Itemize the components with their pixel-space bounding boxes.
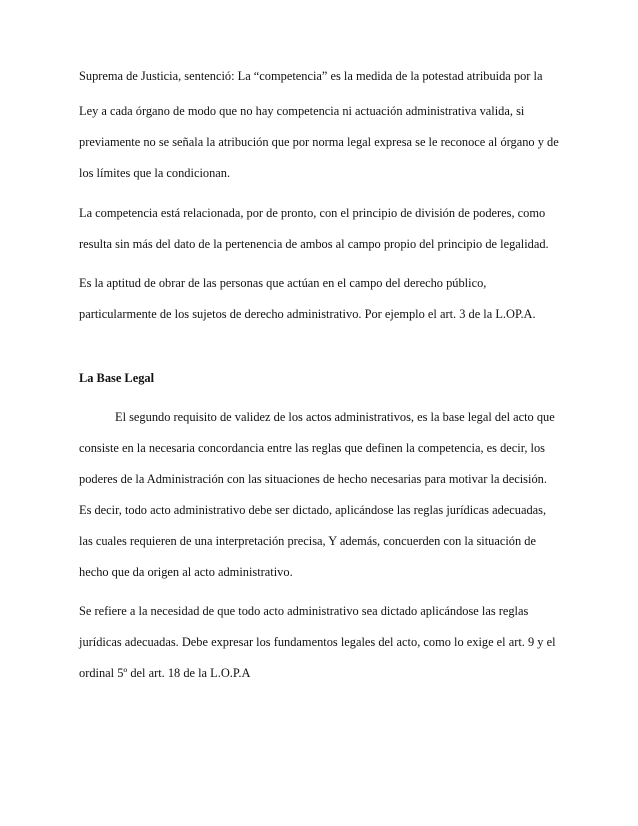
paragraph-1-line-4: los límites que la condicionan. [79, 166, 231, 180]
paragraph-4-line-5: las cuales requieren de una interpretación precisa, Y además, concuerden con la situación de [79, 534, 536, 548]
paragraph-5-line-2: jurídicas adecuadas. Debe expresar los fundamentos legales del acto, como lo exige el art. 9 y el [79, 635, 556, 649]
paragraph-1-line-1: Suprema de Justicia, sentenció: La “competencia” es la medida de la potestad atribuida por la [79, 69, 543, 83]
paragraph-5-line-3: ordinal 5º del art. 18 de la L.O.P.A [79, 666, 251, 680]
paragraph-4-line-3: poderes de la Administración con las situaciones de hecho necesarias para motivar la decisión. [79, 472, 547, 486]
paragraph-4-line-1: El segundo requisito de validez de los actos administrativos, es la base legal del acto que [115, 410, 555, 424]
paragraph-2-line-2: resulta sin más del dato de la pertenencia de ambos al campo propio del principio de legalidad. [79, 237, 549, 251]
paragraph-2-line-1: La competencia está relacionada, por de pronto, con el principio de división de poderes, como [79, 206, 546, 220]
paragraph-3-line-2: particularmente de los sujetos de derecho administrativo. Por ejemplo el art. 3 de la L.OP.A. [79, 307, 536, 321]
section-heading: La Base Legal [79, 371, 155, 385]
paragraph-4-line-6: hecho que da origen al acto administrativo. [79, 565, 293, 579]
paragraph-5-line-1: Se refiere a la necesidad de que todo acto administrativo sea dictado aplicándose las reglas [79, 604, 529, 618]
paragraph-4-line-2: consiste en la necesaria concordancia entre las reglas que definen la competencia, es decir, los [79, 441, 545, 455]
paragraph-1-line-3: previamente no se señala la atribución que por norma legal expresa se le reconoce al órgano y de [79, 135, 559, 149]
paragraph-4-line-4: Es decir, todo acto administrativo debe ser dictado, aplicándose las reglas jurídicas adecuadas, [79, 503, 547, 517]
paragraph-1-line-2: Ley a cada órgano de modo que no hay competencia ni actuación administrativa valida, si [79, 104, 525, 118]
paragraph-3-line-1: Es la aptitud de obrar de las personas que actúan en el campo del derecho público, [79, 276, 487, 290]
